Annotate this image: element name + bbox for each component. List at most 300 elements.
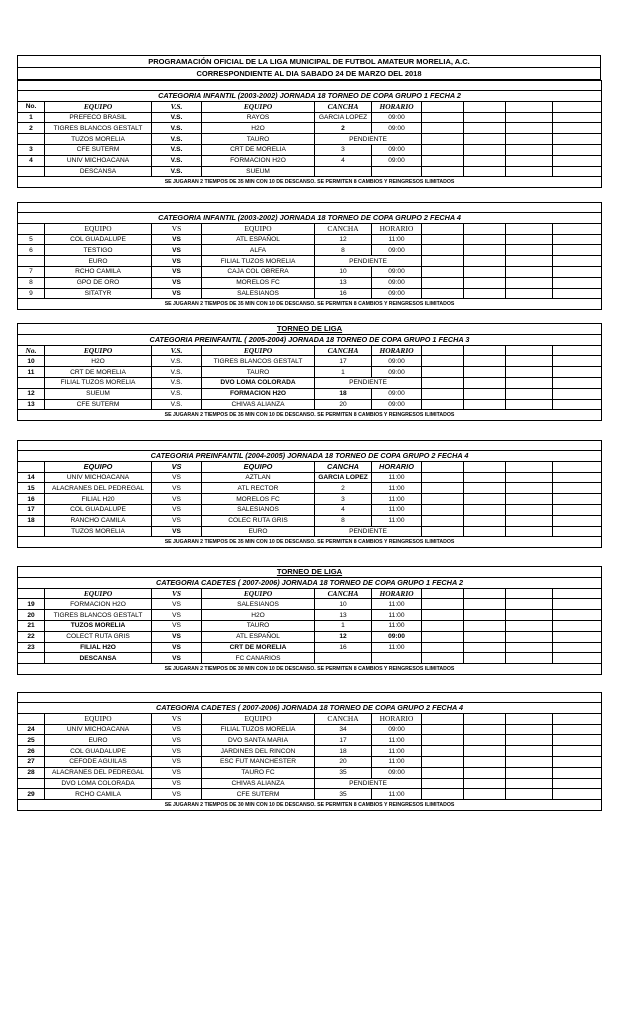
- match-time: 09:00: [372, 144, 422, 155]
- rules-note: SE JUGARAN 2 TIEMPOS DE 35 MIN CON 10 DE DESCANSO. SE PERMITEN 8 CAMBIOS Y REINGRESOS ILIMITADOS: [18, 177, 602, 188]
- field-cancha: 17: [315, 735, 372, 746]
- home-team: ALACRANES DEL PEDREGAL: [45, 767, 152, 778]
- field-cancha: 20: [315, 399, 372, 410]
- away-team: COLEC RUTA GRIS: [202, 515, 315, 526]
- versus-label: VS: [152, 266, 202, 277]
- away-team: TAURO: [202, 620, 315, 631]
- versus-label: V.S.: [152, 155, 202, 166]
- match-row: [18, 112, 602, 123]
- match-number: 12: [18, 388, 45, 399]
- away-team: ATL ESPAÑOL: [202, 631, 315, 642]
- versus-label: VS: [152, 778, 202, 789]
- match-row: [18, 377, 602, 388]
- pending-status: PENDIENTE: [315, 778, 422, 789]
- field-cancha: 35: [315, 767, 372, 778]
- field-cancha: 3: [315, 494, 372, 505]
- match-number: [18, 134, 45, 145]
- match-row: [18, 144, 602, 155]
- home-team: DESCANSA: [45, 166, 152, 177]
- away-team: SALESIANOS: [202, 599, 315, 610]
- match-row: [18, 245, 602, 256]
- match-time: [372, 653, 422, 664]
- away-team: DVO LOMA COLORADA: [202, 377, 315, 388]
- match-time: 11:00: [372, 599, 422, 610]
- field-cancha: 13: [315, 610, 372, 621]
- match-time: 11:00: [372, 472, 422, 483]
- field-cancha: 12: [315, 631, 372, 642]
- away-team: AZTLAN: [202, 472, 315, 483]
- versus-label: VS: [152, 245, 202, 256]
- home-team: TESTIGO: [45, 245, 152, 256]
- home-team: COL GUADALUPE: [45, 746, 152, 757]
- header-equipo: EQUIPO: [202, 223, 315, 234]
- match-number: [18, 526, 45, 537]
- header-horario: HORARIO: [372, 345, 422, 356]
- match-time: 09:00: [372, 767, 422, 778]
- category-heading: CATEGORIA INFANTIL (2003-2002) JORNADA 18 TORNEO DE COPA GRUPO 2 FECHA 4: [18, 213, 602, 224]
- pending-status: PENDIENTE: [315, 526, 422, 537]
- home-team: H2O: [45, 356, 152, 367]
- match-row: [18, 266, 602, 277]
- field-cancha: 8: [315, 515, 372, 526]
- header-equipo: EQUIPO: [45, 345, 152, 356]
- home-team: FORMACION H2O: [45, 599, 152, 610]
- away-team: TIGRES BLANCOS GESTALT: [202, 356, 315, 367]
- match-number: 8: [18, 277, 45, 288]
- header-horario: HORARIO: [372, 223, 422, 234]
- field-cancha: 20: [315, 756, 372, 767]
- match-row: [18, 620, 602, 631]
- versus-label: VS: [152, 631, 202, 642]
- home-team: FILIAL H20: [45, 494, 152, 505]
- match-number: 29: [18, 789, 45, 800]
- match-number: 27: [18, 756, 45, 767]
- header-equipo: EQUIPO: [45, 713, 152, 724]
- away-team: JARDINES DEL RINCON: [202, 746, 315, 757]
- match-row: [18, 277, 602, 288]
- match-row: [18, 746, 602, 757]
- match-time: 09:00: [372, 123, 422, 134]
- field-cancha: 10: [315, 266, 372, 277]
- match-number: 10: [18, 356, 45, 367]
- home-team: SITATYR: [45, 288, 152, 299]
- match-number: 19: [18, 599, 45, 610]
- section-infantil-grupo2: [17, 202, 601, 310]
- rules-note: SE JUGARAN 2 TIEMPOS DE 35 MIN CON 10 DE DESCANSO. SE PERMITEN 8 CAMBIOS Y REINGRESOS ILIMITADOS: [18, 537, 602, 548]
- versus-label: VS: [152, 767, 202, 778]
- rules-note: SE JUGARAN 2 TIEMPOS DE 30 MIN CON 10 DE DESCANSO. SE PERMITEN 8 CAMBIOS Y REINGRESOS ILIMITADOS: [18, 664, 602, 675]
- home-team: DVO LOMA COLORADA: [45, 778, 152, 789]
- match-row: [18, 356, 602, 367]
- match-number: 20: [18, 610, 45, 621]
- header-cancha: CANCHA: [315, 101, 372, 112]
- header-horario: HORARIO: [372, 101, 422, 112]
- match-number: 28: [18, 767, 45, 778]
- away-team: ALFA: [202, 245, 315, 256]
- match-time: 09:00: [372, 631, 422, 642]
- field-cancha: 4: [315, 155, 372, 166]
- home-team: CFE SUTERM: [45, 399, 152, 410]
- match-row: [18, 756, 602, 767]
- versus-label: VS: [152, 277, 202, 288]
- home-team: COL GUADALUPE: [45, 504, 152, 515]
- home-team: UNIV MICHOACANA: [45, 472, 152, 483]
- match-row: [18, 526, 602, 537]
- header-cancha: CANCHA: [315, 461, 372, 472]
- versus-label: VS: [152, 234, 202, 245]
- match-time: 11:00: [372, 504, 422, 515]
- field-cancha: 13: [315, 277, 372, 288]
- versus-label: V.S.: [152, 112, 202, 123]
- match-number: 16: [18, 494, 45, 505]
- torneo-heading: TORNEO DE LIGA: [18, 567, 602, 578]
- pending-status: PENDIENTE: [315, 256, 422, 267]
- match-number: [18, 778, 45, 789]
- field-cancha: GARCIA LOPEZ: [315, 112, 372, 123]
- versus-label: VS: [152, 472, 202, 483]
- match-time: 09:00: [372, 245, 422, 256]
- match-number: [18, 377, 45, 388]
- away-team: CRT DE MORELIA: [202, 642, 315, 653]
- match-row: [18, 234, 602, 245]
- versus-label: VS: [152, 288, 202, 299]
- header-equipo: EQUIPO: [45, 588, 152, 599]
- header-vs: VS: [152, 223, 202, 234]
- field-cancha: 16: [315, 288, 372, 299]
- match-row: [18, 388, 602, 399]
- header-equipo: EQUIPO: [202, 101, 315, 112]
- versus-label: V.S.: [152, 123, 202, 134]
- match-time: 11:00: [372, 756, 422, 767]
- versus-label: VS: [152, 526, 202, 537]
- match-number: 18: [18, 515, 45, 526]
- match-row: [18, 599, 602, 610]
- versus-label: V.S.: [152, 144, 202, 155]
- header-equipo: EQUIPO: [45, 101, 152, 112]
- field-cancha: GARCIA LOPEZ: [315, 472, 372, 483]
- match-time: 11:00: [372, 515, 422, 526]
- away-team: SALESIANOS: [202, 504, 315, 515]
- versus-label: V.S.: [152, 399, 202, 410]
- home-team: ALACRANES DEL PEDREGAL: [45, 483, 152, 494]
- versus-label: VS: [152, 756, 202, 767]
- field-cancha: 16: [315, 642, 372, 653]
- match-number: 23: [18, 642, 45, 653]
- section-infantil-grupo1: [17, 80, 601, 188]
- home-team: UNIV MICHOACANA: [45, 724, 152, 735]
- header-vs: VS: [152, 588, 202, 599]
- header-no: No.: [18, 101, 45, 112]
- home-team: CEFODE AGUILAS: [45, 756, 152, 767]
- away-team: TAURO: [202, 367, 315, 378]
- match-row: [18, 123, 602, 134]
- away-team: CFE SUTERM: [202, 789, 315, 800]
- match-row: [18, 724, 602, 735]
- match-row: [18, 789, 602, 800]
- match-row: [18, 494, 602, 505]
- field-cancha: 8: [315, 245, 372, 256]
- header-horario: HORARIO: [372, 713, 422, 724]
- rules-note: SE JUGARAN 2 TIEMPOS DE 30 MIN CON 10 DE DESCANSO. SE PERMITEN 8 CAMBIOS Y REINGRESOS ILIMITADOS: [18, 800, 602, 811]
- match-time: 09:00: [372, 277, 422, 288]
- home-team: DESCANSA: [45, 653, 152, 664]
- versus-label: VS: [152, 789, 202, 800]
- match-row: [18, 166, 602, 177]
- match-number: 5: [18, 234, 45, 245]
- away-team: ATL RECTOR: [202, 483, 315, 494]
- home-team: UNIV MICHOACANA: [45, 155, 152, 166]
- field-cancha: [315, 166, 372, 177]
- header-horario: HORARIO: [372, 588, 422, 599]
- match-number: 25: [18, 735, 45, 746]
- field-cancha: 2: [315, 123, 372, 134]
- away-team: TAURO: [202, 134, 315, 145]
- home-team: COL GUADALUPE: [45, 234, 152, 245]
- match-number: 6: [18, 245, 45, 256]
- match-row: [18, 631, 602, 642]
- header-vs: VS: [152, 461, 202, 472]
- away-team: SALESIANOS: [202, 288, 315, 299]
- home-team: EURO: [45, 735, 152, 746]
- away-team: CHIVAS ALIANZA: [202, 778, 315, 789]
- home-team: TUZOS MORELIA: [45, 134, 152, 145]
- field-cancha: 2: [315, 483, 372, 494]
- header-equipo: EQUIPO: [202, 345, 315, 356]
- field-cancha: 18: [315, 746, 372, 757]
- header-equipo: EQUIPO: [202, 713, 315, 724]
- field-cancha: 4: [315, 504, 372, 515]
- home-team: TIGRES BLANCOS GESTALT: [45, 123, 152, 134]
- versus-label: VS: [152, 653, 202, 664]
- header-horario: HORARIO: [372, 461, 422, 472]
- match-number: 7: [18, 266, 45, 277]
- match-row: [18, 483, 602, 494]
- versus-label: VS: [152, 610, 202, 621]
- match-number: 15: [18, 483, 45, 494]
- header-equipo: EQUIPO: [202, 461, 315, 472]
- away-team: FORMACION H2O: [202, 155, 315, 166]
- versus-label: VS: [152, 746, 202, 757]
- torneo-heading: TORNEO DE LIGA: [18, 324, 602, 335]
- match-row: [18, 767, 602, 778]
- match-row: [18, 515, 602, 526]
- versus-label: VS: [152, 504, 202, 515]
- away-team: MORELOS FC: [202, 277, 315, 288]
- field-cancha: [315, 653, 372, 664]
- match-time: 11:00: [372, 746, 422, 757]
- home-team: CRT DE MORELIA: [45, 367, 152, 378]
- home-team: PREFECO BRASIL: [45, 112, 152, 123]
- match-number: 26: [18, 746, 45, 757]
- match-number: 21: [18, 620, 45, 631]
- header-equipo: EQUIPO: [45, 223, 152, 234]
- match-row: [18, 610, 602, 621]
- field-cancha: 1: [315, 367, 372, 378]
- match-time: 09:00: [372, 724, 422, 735]
- section-preinfantil-grupo2: [17, 440, 601, 548]
- match-number: 17: [18, 504, 45, 515]
- header-vs: V.S.: [152, 101, 202, 112]
- away-team: EURO: [202, 526, 315, 537]
- match-row: [18, 504, 602, 515]
- match-time: 11:00: [372, 234, 422, 245]
- match-row: [18, 256, 602, 267]
- match-time: 09:00: [372, 356, 422, 367]
- match-row: [18, 155, 602, 166]
- header-cancha: CANCHA: [315, 223, 372, 234]
- match-number: 22: [18, 631, 45, 642]
- match-number: 14: [18, 472, 45, 483]
- header-equipo: EQUIPO: [202, 588, 315, 599]
- section-cadetes-grupo2: [17, 692, 601, 811]
- match-number: 3: [18, 144, 45, 155]
- versus-label: VS: [152, 642, 202, 653]
- match-number: 4: [18, 155, 45, 166]
- main-title: PROGRAMACIÓN OFICIAL DE LA LIGA MUNICIPAL DE FUTBOL AMATEUR MORELIA, A.C.: [17, 55, 601, 68]
- versus-label: VS: [152, 494, 202, 505]
- home-team: FILIAL H2O: [45, 642, 152, 653]
- home-team: RCHO CAMILA: [45, 789, 152, 800]
- field-cancha: 34: [315, 724, 372, 735]
- field-cancha: 3: [315, 144, 372, 155]
- field-cancha: 10: [315, 599, 372, 610]
- versus-label: VS: [152, 724, 202, 735]
- away-team: SUEUM: [202, 166, 315, 177]
- category-heading: CATEGORIA INFANTIL (2003-2002) JORNADA 18 TORNEO DE COPA GRUPO 1 FECHA 2: [18, 91, 602, 102]
- header-vs: V.S.: [152, 345, 202, 356]
- match-number: 2: [18, 123, 45, 134]
- versus-label: V.S.: [152, 356, 202, 367]
- versus-label: VS: [152, 515, 202, 526]
- home-team: EURO: [45, 256, 152, 267]
- home-team: FILIAL TUZOS MORELIA: [45, 377, 152, 388]
- versus-label: V.S.: [152, 134, 202, 145]
- date-subtitle: CORRESPONDIENTE AL DIA SABADO 24 DE MARZO DEL 2018: [17, 67, 601, 80]
- category-heading: CATEGORIA CADETES ( 2007-2006) JORNADA 18 TORNEO DE COPA GRUPO 2 FECHA 4: [18, 703, 602, 714]
- match-number: 1: [18, 112, 45, 123]
- field-cancha: 1: [315, 620, 372, 631]
- match-time: [372, 166, 422, 177]
- match-row: [18, 735, 602, 746]
- versus-label: VS: [152, 620, 202, 631]
- match-row: [18, 778, 602, 789]
- away-team: DVO SANTA MARIA: [202, 735, 315, 746]
- match-row: [18, 288, 602, 299]
- match-row: [18, 653, 602, 664]
- away-team: FILIAL TUZOS MORELIA: [202, 724, 315, 735]
- versus-label: V.S.: [152, 166, 202, 177]
- header-vs: VS: [152, 713, 202, 724]
- match-time: 11:00: [372, 642, 422, 653]
- home-team: TIGRES BLANCOS GESTALT: [45, 610, 152, 621]
- versus-label: V.S.: [152, 388, 202, 399]
- match-number: 24: [18, 724, 45, 735]
- match-time: 09:00: [372, 399, 422, 410]
- home-team: TUZOS MORELIA: [45, 526, 152, 537]
- home-team: SUEUM: [45, 388, 152, 399]
- away-team: ATL ESPAÑOL: [202, 234, 315, 245]
- rules-note: SE JUGARAN 2 TIEMPOS DE 35 MIN CON 10 DE DESCANSO. SE PERMITEN 8 CAMBIOS Y REINGRESOS ILIMITADOS: [18, 299, 602, 310]
- home-team: CFE SUTERM: [45, 144, 152, 155]
- match-time: 11:00: [372, 735, 422, 746]
- match-number: [18, 256, 45, 267]
- home-team: TUZOS MORELIA: [45, 620, 152, 631]
- match-time: 11:00: [372, 494, 422, 505]
- match-time: 11:00: [372, 620, 422, 631]
- match-time: 09:00: [372, 288, 422, 299]
- rules-note: SE JUGARAN 2 TIEMPOS DE 35 MIN CON 10 DE DESCANSO. SE PERMITEN 8 CAMBIOS Y REINGRESOS ILIMITADOS: [18, 410, 602, 421]
- header-no: No.: [18, 345, 45, 356]
- versus-label: VS: [152, 735, 202, 746]
- versus-label: VS: [152, 483, 202, 494]
- match-time: 11:00: [372, 610, 422, 621]
- section-cadetes-grupo1: [17, 566, 601, 675]
- away-team: MORELOS FC: [202, 494, 315, 505]
- match-time: 09:00: [372, 112, 422, 123]
- match-time: 09:00: [372, 266, 422, 277]
- home-team: COLECT RUTA GRIS: [45, 631, 152, 642]
- away-team: RAYOS: [202, 112, 315, 123]
- home-team: RANCHO CAMILA: [45, 515, 152, 526]
- versus-label: V.S.: [152, 377, 202, 388]
- away-team: CRT DE MORELIA: [202, 144, 315, 155]
- category-heading: CATEGORIA PREINFANTIL ( 2005-2004) JORNADA 18 TORNEO DE COPA GRUPO 1 FECHA 3: [18, 334, 602, 345]
- match-number: 13: [18, 399, 45, 410]
- away-team: FORMACION H2O: [202, 388, 315, 399]
- away-team: CAJA COL OBRERA: [202, 266, 315, 277]
- away-team: H2O: [202, 123, 315, 134]
- field-cancha: 17: [315, 356, 372, 367]
- versus-label: VS: [152, 599, 202, 610]
- away-team: FILIAL TUZOS MORELIA: [202, 256, 315, 267]
- field-cancha: 18: [315, 388, 372, 399]
- match-row: [18, 472, 602, 483]
- category-heading: CATEGORIA PREINFANTIL (2004-2005) JORNADA 18 TORNEO DE COPA GRUPO 2 FECHA 4: [18, 451, 602, 462]
- header-equipo: EQUIPO: [45, 461, 152, 472]
- match-number: [18, 653, 45, 664]
- match-time: 09:00: [372, 367, 422, 378]
- match-time: 11:00: [372, 789, 422, 800]
- match-row: [18, 367, 602, 378]
- header-cancha: CANCHA: [315, 588, 372, 599]
- category-heading: CATEGORIA CADETES ( 2007-2006) JORNADA 18 TORNEO DE COPA GRUPO 1 FECHA 2: [18, 577, 602, 588]
- pending-status: PENDIENTE: [315, 377, 422, 388]
- versus-label: V.S.: [152, 367, 202, 378]
- match-number: 9: [18, 288, 45, 299]
- versus-label: VS: [152, 256, 202, 267]
- field-cancha: 35: [315, 789, 372, 800]
- match-time: 11:00: [372, 483, 422, 494]
- match-time: 09:00: [372, 388, 422, 399]
- match-row: [18, 642, 602, 653]
- field-cancha: 12: [315, 234, 372, 245]
- away-team: CHIVAS ALIANZA: [202, 399, 315, 410]
- pending-status: PENDIENTE: [315, 134, 422, 145]
- match-row: [18, 399, 602, 410]
- away-team: ESC FUT MANCHESTER: [202, 756, 315, 767]
- match-number: 11: [18, 367, 45, 378]
- away-team: TAURO FC: [202, 767, 315, 778]
- match-number: [18, 166, 45, 177]
- section-preinfantil-grupo1: [17, 323, 601, 421]
- away-team: FC CANARIOS: [202, 653, 315, 664]
- header-cancha: CANCHA: [315, 713, 372, 724]
- match-row: [18, 134, 602, 145]
- away-team: H2O: [202, 610, 315, 621]
- home-team: GPO DE ORO: [45, 277, 152, 288]
- match-time: 09:00: [372, 155, 422, 166]
- header-cancha: CANCHA: [315, 345, 372, 356]
